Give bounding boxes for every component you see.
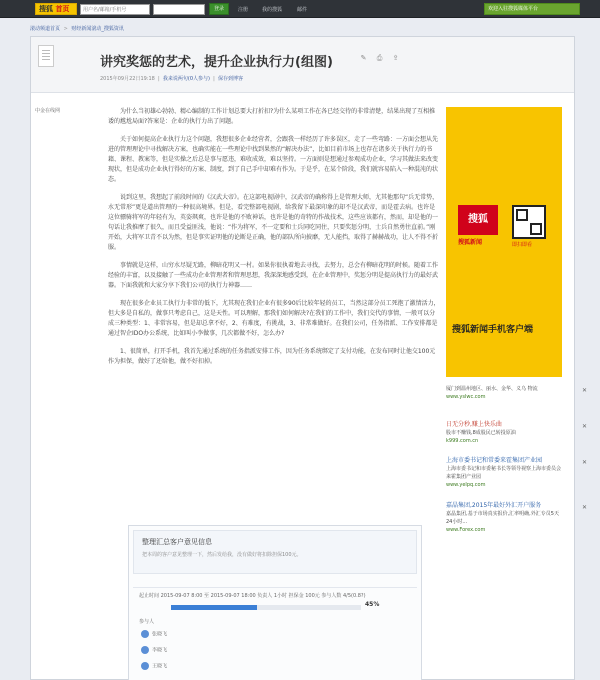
mail-link[interactable]: 邮件 [297, 7, 308, 13]
paragraph: 事情就是这样，山穷水尽疑无路，柳暗花明又一村。如果你很执着地去寻找，去努力，总会有柳暗花明的时候。随着工作经验的丰富，以及接触了一些成功企业管理者和管理思想，我深深地感受到，在企业管理中，奖惩分明是提高执行力的最好武器。下面我就和大家分享下我们公司的执行力神器…… [108, 262, 439, 289]
text-ad-forex[interactable] [446, 502, 564, 534]
document-icon [38, 45, 54, 67]
close-icon[interactable]: ✕ [582, 504, 588, 511]
paragraph: 关于如何提高企业执行力这个问题，我想很多企业经营者，会跟我一样经历了许多误区，走了一些弯路：一方面会想从先进的管理理论中寻找解决方案，也确实能在一些理论中找到果然的“解决办法”，比如目前市场上也存在诸多关于执行力的书籍、课程、教案等，但是实操之后总是事与愿违，难收成效，难以坚持。一方面则是想通过参观成功企业，学习其做法来改变现状，但是成功企业执行得好的方案、制度，到了自己手中却难有作为。于是乎，在某个阶段，我们就容易陷入一种混沌的状态。 [108, 136, 439, 183]
ad-title: 上海市委书记和常委来霍集团产业园 [446, 457, 543, 464]
paragraph: 为什么当初雄心勃勃、精心编制的工作计划总要大打折扣?为什么某项工作在各已经交待的非常清楚，结果出现了互相推诿的尴尬局面?答案是：企业的执行力出了问题。 [108, 108, 436, 125]
ad-body: 股市不赚钱,8成股民已转投原油 [446, 430, 516, 436]
password-input[interactable] [153, 4, 205, 15]
sohu-home-link[interactable] [35, 3, 77, 15]
ad-url: k999.com.cn [446, 438, 479, 444]
ad-title: 日无分秒,赚上快乐曲 [446, 421, 502, 428]
task-progress-label: 45% [365, 601, 380, 608]
participant-name: 李晓飞 [152, 647, 168, 654]
text-ad-stocks[interactable] [446, 421, 564, 445]
save-to-blog-link[interactable]: 保存到博客 [218, 76, 244, 82]
register-link[interactable]: 注册 [238, 7, 249, 13]
close-icon[interactable]: ✕ [582, 459, 588, 466]
article-card [30, 36, 588, 680]
close-icon[interactable]: ✕ [582, 423, 588, 430]
ad-subtitle: 搜狐新闻 [458, 239, 483, 246]
participant-name: 张晓飞 [152, 631, 168, 638]
ad-url: www.Forex.com [446, 527, 486, 533]
sohu-logo: 搜狐 [458, 205, 498, 235]
participant-name: 王晓飞 [152, 663, 168, 670]
media-platform-button[interactable]: 欢迎入驻搜狐媒体平台 [484, 3, 580, 15]
ad-body: 上海市委书记和市委秘书长等领导视察上海市委员会来霍集团产业园 [446, 466, 562, 480]
close-icon[interactable]: ✕ [582, 387, 588, 394]
task-progress-fill [171, 605, 257, 610]
ad-cta: 即扫即看 [512, 242, 533, 248]
home-label: 首页 [55, 5, 70, 13]
article-source: 中金在线网 [35, 108, 61, 114]
sohu-news-app-ad[interactable] [446, 107, 562, 377]
article-header [31, 37, 574, 93]
ad-url: www.yelpq.com [446, 482, 486, 488]
qr-code-icon [512, 205, 546, 239]
ad-url: www.yslwc.com [446, 394, 486, 400]
ad-body: 嘉晶集团,基于市场真实报价,汇率明确,外汇专员5天24小时... [446, 511, 559, 525]
text-ad-logistics[interactable] [446, 385, 564, 401]
logo-text: 搜狐 [39, 5, 53, 13]
login-button[interactable]: 登录 [209, 3, 229, 15]
top-navigation-bar [0, 0, 600, 18]
avatar [141, 646, 149, 654]
task-screenshot-image [128, 525, 422, 680]
paragraph: 1、很简单，打开手机，我首先通过系统的任务指派安排工作，因为任务系统绑定了支付功能，在发布同时让他交100元作为担保，做好了还给他，做不好扣掉。 [108, 348, 436, 365]
paragraph: 现在很多企业员工执行力非常的低下，尤其现在我们企业有很多90后比较年轻的员工，当然这部分员工死抱了激情活力，但大多是自私的，做事只考虑自己，这是天性。可以理解，那我们如何解决?在我们的工作中，我们交代的事情，一般可以分成三种类型：1、非常容易，但是却总拿不好，2、有难度，有挑战，3、非常难做好。在我们公司，任务指派、工作安排都是通过智企IDO办公系统，比如叫小李做事，几次都做不好，怎么办? [108, 300, 440, 337]
my-sohu-link[interactable]: 我的搜狐 [262, 7, 283, 13]
print-icon[interactable]: ⎙ [376, 54, 383, 62]
paragraph: 说到这里，我想起了前段时间的《汉武大帝》。在这部电视剧中，汉武帝的确称得上是管理大师，尤其他那句“兵无常势，水无常形”更是道出管理的一种很高境界。但是，看完整部电视剧，给我留下最深印象的却不是汉武帝，而是霍去病。也许是这位骠骑将军的年轻有为，英姿飒爽，也许是他的不败神话，也许是他的奇特的作战技术，这些应该都有，然而，却是他的一句话让我推摩了很久，而且受益匪浅，他说：“作为将军，不一定要和士兵同吃同住，只要奖惩分明，士兵自然勇往直前。”刚开始，大将军卫青不以为然，但是事实证明他的论断是正确，他的部队所向披靡，无人能挡，取得了赫赫战功，让人不得不折服。 [108, 194, 439, 251]
article-body [108, 107, 440, 375]
list-item [141, 662, 167, 670]
task-tab-bar [133, 578, 417, 588]
breadcrumb-home[interactable]: 滚动频道首页 [30, 26, 61, 32]
share-icon[interactable]: ⇪ [392, 54, 399, 62]
ad-headline: 搜狐新闻手机客户端 [452, 325, 534, 335]
username-input[interactable] [80, 4, 150, 15]
ad-body: 厦门到温州地区、丽水、金华、义乌 物流 [446, 386, 538, 392]
task-description: 把本周的客户意见整理一下，然后发给我，没有做好将扣除担保100元。 [142, 552, 302, 558]
avatar [141, 662, 149, 670]
page-title: 讲究奖惩的艺术，提升企业执行力(组图) [100, 55, 333, 70]
list-item [141, 646, 167, 654]
ad-title: 嘉晶集团,2015年最好外汇开户服务 [446, 502, 542, 509]
task-title: 整理汇总客户意见信息 [142, 538, 212, 546]
breadcrumb-separator: > [63, 26, 68, 32]
breadcrumb-section[interactable]: 财经新闻滚动_搜狐资讯 [71, 26, 124, 32]
text-ad-industrial-park[interactable] [446, 457, 564, 489]
participants-label: 参与人 [139, 619, 155, 625]
avatar [141, 630, 149, 638]
breadcrumb [30, 25, 124, 32]
article-meta: 2015年09月22日19:18 | 我来说两句(0人参与) | 保存到博客 [100, 76, 244, 82]
publish-date: 2015年09月22日19:18 [100, 76, 155, 82]
comments-link[interactable]: 我来说两句(0人参与) [162, 76, 210, 82]
task-progress-bar [171, 605, 361, 610]
task-info-row: 起止时间 2015-09-07 8:00 至 2015-09-07 18:00 负责人 1小时 担保金 100元 参与人数 4/5(0.8?) [139, 593, 366, 599]
edit-icon[interactable]: ✎ [360, 54, 367, 62]
list-item [141, 630, 167, 638]
task-card-header [133, 530, 417, 574]
